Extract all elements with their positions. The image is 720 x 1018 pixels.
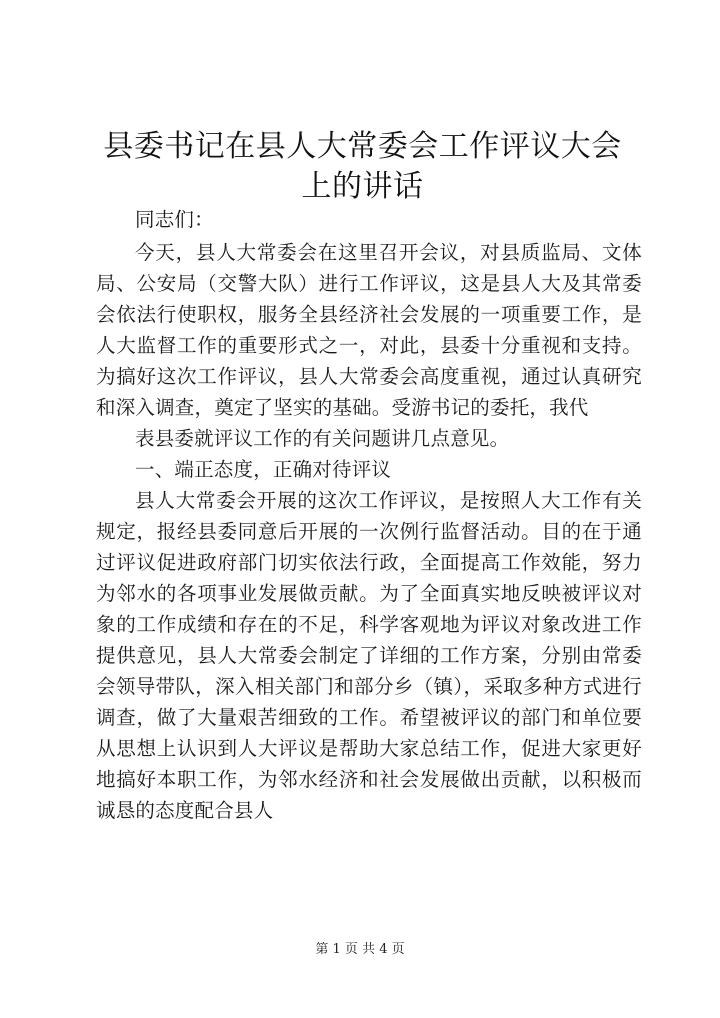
salutation: 同志们： bbox=[135, 208, 214, 231]
document-title: 县委书记在县人大常委会工作评议大会上的讲话 bbox=[103, 129, 622, 204]
section-heading-1: 一、端正态度，正确对待评议 bbox=[135, 458, 392, 481]
paragraph-intro: 今天，县人大常委会在这里召开会议，对县质监局、文体局、公安局（交警大队）进行工作评议，这是县人大及其常委会依法行使职权，服务全县经济社会发展的一项重要工作，是人大监督工作的重要形式之一，对此，县委十分重视和支持。为搞好这次工作评议，县人大常委会高度重视，通过认真研究和深入调查，奠定了坚实的基础。受游书记的委托，我代 bbox=[96, 241, 642, 419]
page-number-footer: 第 1 页 共 4 页 bbox=[315, 942, 405, 957]
paragraph-intro-continued: 表县委就评议工作的有关问题讲几点意见。 bbox=[135, 427, 510, 450]
paragraph-section-1: 县人大常委会开展的这次工作评议，是按照人大工作有关规定，报经县委同意后开展的一次例行监督活动。目的在于通过评议促进政府部门切实依法行政，全面提高工作效能，努力为邻水的各项事业发展做贡献。为了全面真实地反映被评议对象的工作成绩和存在的不足，科学客观地为评议对象改进工作提供意见，县人大常委会制定了详细的工作方案，分别由常委会领导带队，深入相关部门和部分乡（镇），采取多种方式进行调查，做了大量艰苦细致的工作。希望被评议的部门和单位要从思想上认识到人大评议是帮助大家总结工作，促进大家更好地搞好本职工作，为邻水经济和社会发展做出贡献，以积极而诚恳的态度配合县人 bbox=[96, 489, 642, 822]
document-body bbox=[96, 204, 642, 826]
